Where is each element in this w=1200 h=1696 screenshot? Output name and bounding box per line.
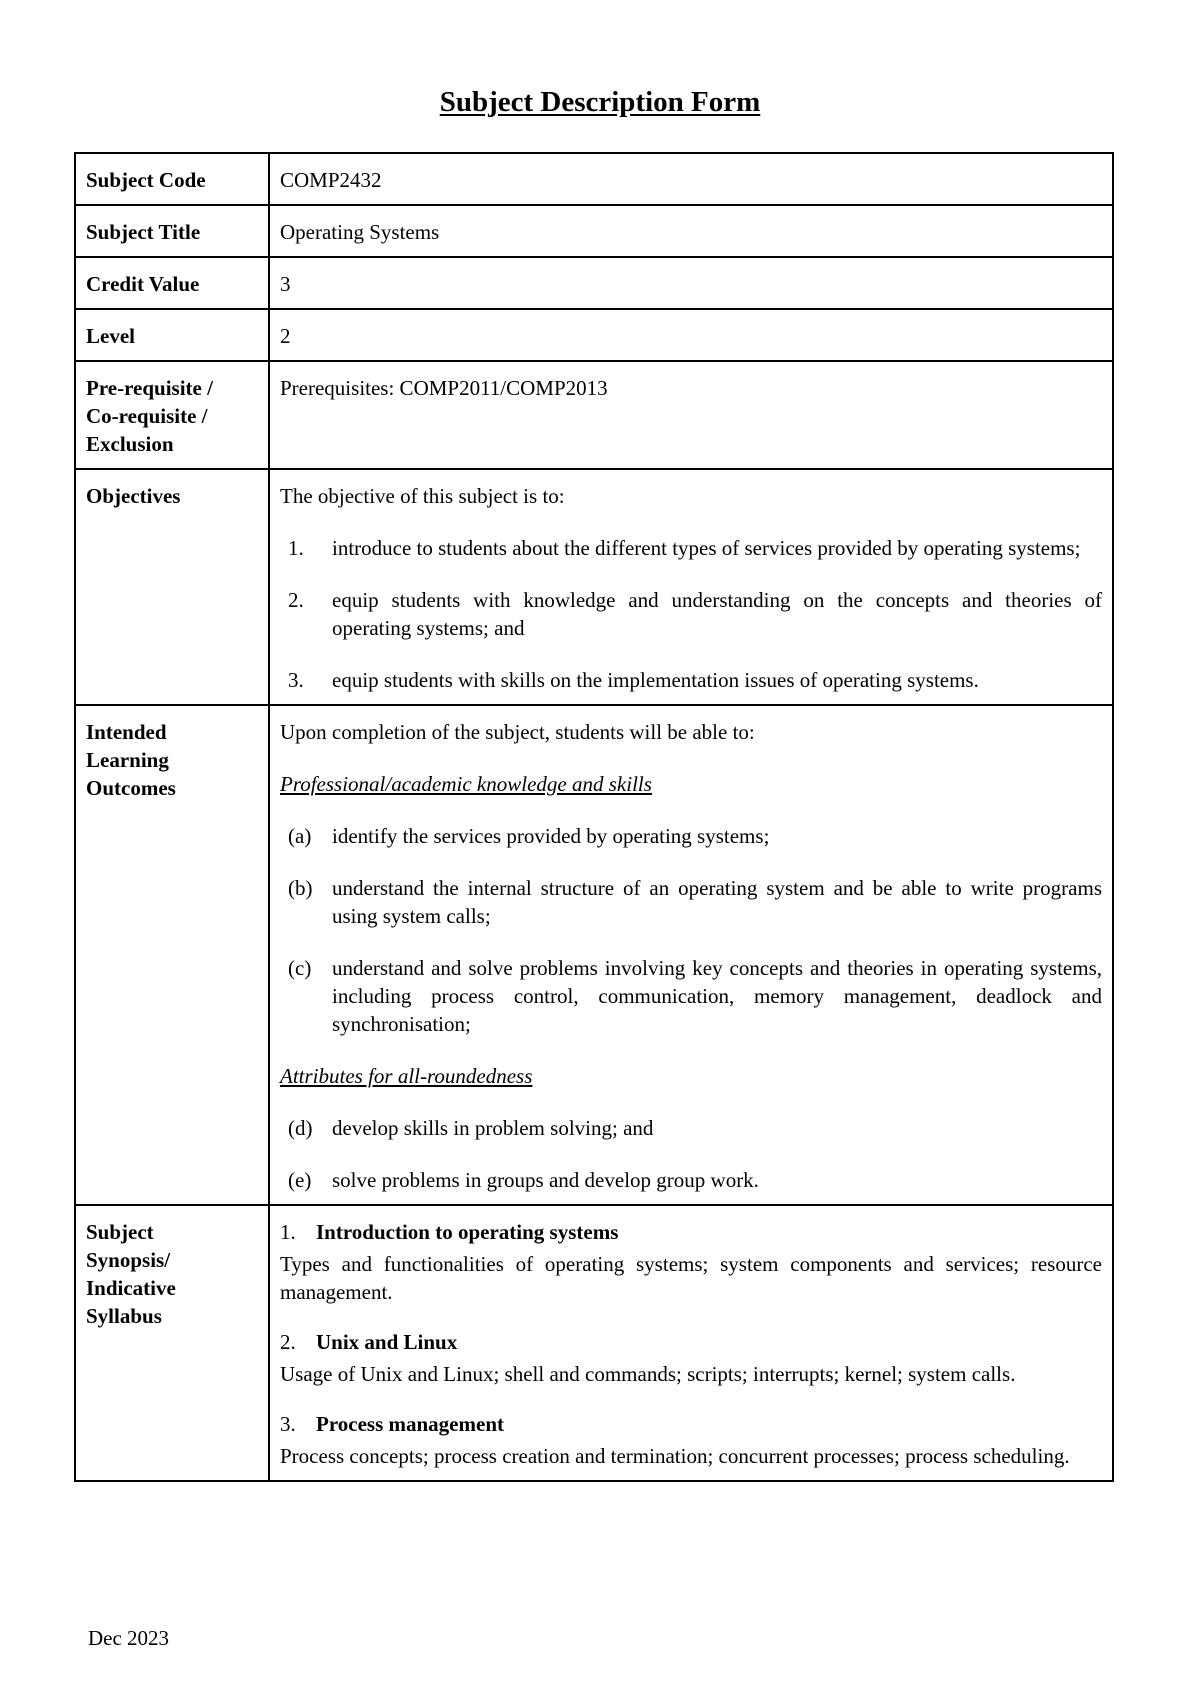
page-title: Subject Description Form [439, 86, 761, 118]
value-subject-title: Operating Systems [269, 205, 1113, 257]
list-item [280, 586, 1102, 642]
label-line: Outcomes [86, 776, 176, 800]
label-syllabus [75, 1205, 269, 1481]
section-number: 3. [280, 1412, 296, 1436]
value-syllabus [269, 1205, 1113, 1481]
section-number: 1. [280, 1220, 296, 1244]
label-subject-code: Subject Code [75, 153, 269, 205]
syllabus-section-body: Usage of Unix and Linux; shell and commands; scripts; interrupts; kernel; system calls. [280, 1362, 1016, 1386]
list-marker: (c) [288, 956, 312, 980]
list-text: solve problems in groups and develop group work. [332, 1168, 759, 1192]
list-text: equip students with skills on the implementation issues of operating systems. [332, 668, 979, 692]
label-learning-outcomes [75, 705, 269, 1205]
value-subject-code: COMP2432 [269, 153, 1113, 205]
list-marker: 1. [288, 536, 304, 560]
footer-date: Dec 2023 [88, 1626, 170, 1650]
label-line: Exclusion [86, 432, 174, 456]
list-item [280, 1166, 1102, 1194]
label-level: Level [75, 309, 269, 361]
outcomes-intro: Upon completion of the subject, students will be able to: [280, 720, 755, 744]
list-item [280, 534, 1102, 562]
label-line: Synopsis/ [86, 1248, 171, 1272]
row-subject-code [75, 153, 1113, 205]
section-number: 2. [280, 1330, 296, 1354]
value-learning-outcomes [269, 705, 1113, 1205]
list-item [280, 874, 1102, 930]
outcomes-heading-attributes: Attributes for all-roundedness [280, 1064, 533, 1088]
section-title: Unix and Linux [316, 1330, 458, 1354]
row-prerequisite [75, 361, 1113, 469]
label-objectives: Objectives [75, 469, 269, 705]
row-credit-value [75, 257, 1113, 309]
syllabus-section-body: Process concepts; process creation and termination; concurrent processes; process scheduling. [280, 1444, 1070, 1468]
row-subject-title [75, 205, 1113, 257]
list-text: understand and solve problems involving key concepts and theories in operating systems, including process control, communication, memory management, deadlock and synchronisation; [332, 956, 1102, 1036]
list-item [280, 666, 1102, 694]
value-prerequisite: Prerequisites: COMP2011/COMP2013 [269, 361, 1113, 469]
row-level [75, 309, 1113, 361]
outcomes-heading-professional: Professional/academic knowledge and skills [280, 772, 652, 796]
label-subject-title: Subject Title [75, 205, 269, 257]
list-item [280, 954, 1102, 1038]
label-line: Co-requisite / [86, 404, 208, 428]
row-objectives [75, 469, 1113, 705]
section-title: Introduction to operating systems [316, 1220, 619, 1244]
list-text: identify the services provided by operating systems; [332, 824, 770, 848]
outcomes-list-attributes [280, 1114, 1102, 1194]
label-line: Subject [86, 1220, 154, 1244]
list-marker: 2. [288, 588, 304, 612]
label-line: Pre-requisite / [86, 376, 213, 400]
list-marker: (b) [288, 876, 313, 900]
subject-description-table [74, 152, 1114, 1482]
objectives-list [280, 534, 1102, 694]
value-credit-value: 3 [269, 257, 1113, 309]
label-line: Learning [86, 748, 169, 772]
list-item [280, 822, 1102, 850]
syllabus-section-heading [280, 1328, 1102, 1356]
row-syllabus [75, 1205, 1113, 1481]
list-marker: (d) [288, 1116, 313, 1140]
list-item [280, 1114, 1102, 1142]
section-title: Process management [316, 1412, 504, 1436]
label-line: Syllabus [86, 1304, 162, 1328]
syllabus-section-heading [280, 1410, 1102, 1438]
label-line: Intended [86, 720, 167, 744]
objectives-intro: The objective of this subject is to: [280, 484, 565, 508]
list-marker: 3. [288, 668, 304, 692]
value-level: 2 [269, 309, 1113, 361]
label-prerequisite [75, 361, 269, 469]
list-marker: (a) [288, 824, 312, 848]
list-text: understand the internal structure of an operating system and be able to write programs using system calls; [332, 876, 1102, 928]
row-learning-outcomes [75, 705, 1113, 1205]
syllabus-section-body: Types and functionalities of operating systems; system components and services; resource management. [280, 1252, 1102, 1304]
value-objectives [269, 469, 1113, 705]
list-text: equip students with knowledge and understanding on the concepts and theories of operating systems; and [332, 588, 1102, 640]
list-text: develop skills in problem solving; and [332, 1116, 654, 1140]
list-text: introduce to students about the different types of services provided by operating systems; [332, 536, 1081, 560]
list-marker: (e) [288, 1168, 312, 1192]
syllabus-section-heading [280, 1218, 1102, 1246]
label-line: Indicative [86, 1276, 176, 1300]
outcomes-list-professional [280, 822, 1102, 1038]
label-credit-value: Credit Value [75, 257, 269, 309]
